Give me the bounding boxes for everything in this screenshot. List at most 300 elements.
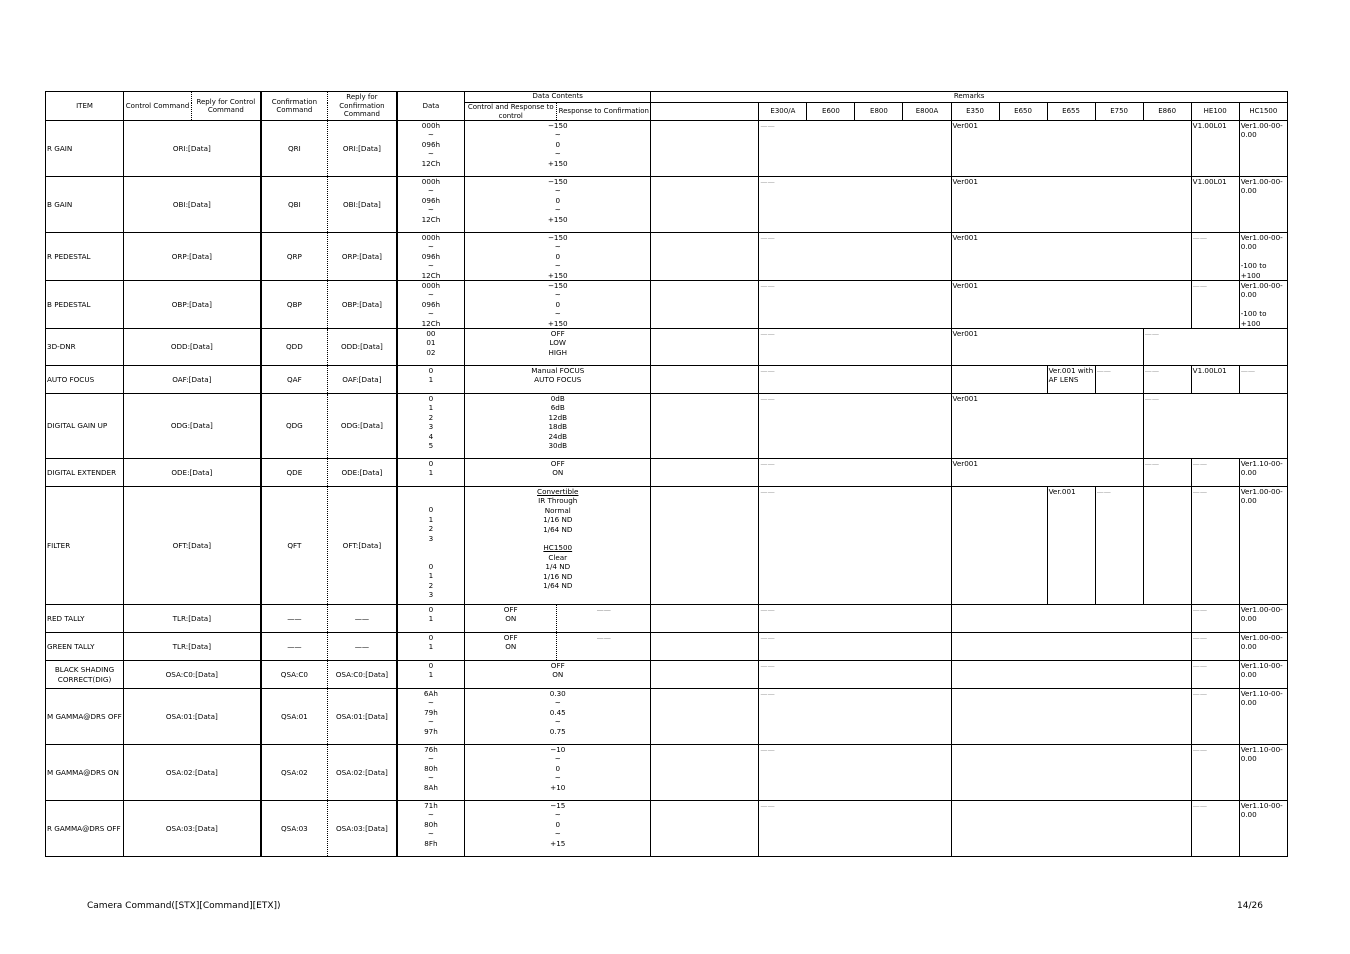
row-data	[397, 394, 465, 459]
row-reply-confirmation: ODE:[Data]	[328, 459, 397, 487]
row-contents	[465, 329, 651, 366]
header-model-e300: E300/A	[759, 103, 807, 121]
contents-value: −150	[547, 177, 568, 186]
command-table	[45, 91, 1288, 857]
contents-value: Manual FOCUS	[531, 366, 585, 376]
row-data	[397, 366, 465, 394]
row-blank	[651, 745, 759, 801]
row-control-command: ODD:[Data]	[124, 329, 261, 366]
header-model-e750: E750	[1095, 103, 1143, 121]
row-blank	[651, 459, 759, 487]
remark-e350: Ver001	[951, 233, 1191, 281]
row-confirmation-command: QBP	[261, 281, 328, 329]
contents-value: −150	[547, 121, 568, 130]
data-value: 12Ch	[421, 318, 441, 328]
data-value: 79h	[424, 707, 438, 717]
contents-value: ~	[554, 309, 561, 319]
contents-value: ~	[554, 773, 561, 783]
header-model-e600: E600	[807, 103, 855, 121]
remark-e860	[1143, 487, 1191, 605]
contents-value: ~	[554, 754, 561, 764]
remark-e300: ——	[759, 366, 951, 394]
remark-e350	[951, 661, 1191, 689]
row-blank	[651, 661, 759, 689]
data-value: ~	[427, 149, 434, 159]
row-item: BLACK SHADING CORRECT(DIG)	[46, 661, 124, 689]
remark-hc1500: ——	[1239, 366, 1287, 394]
row-blank	[651, 689, 759, 745]
data-value: ~	[427, 810, 434, 820]
contents-value: AUTO FOCUS	[534, 375, 582, 385]
header-model-e800a: E800A	[903, 103, 951, 121]
remark-he100: ——	[1191, 605, 1239, 633]
row-confirmation-command: QDD	[261, 329, 328, 366]
data-value: 0	[428, 366, 434, 376]
data-value: 0	[428, 561, 434, 571]
contents-value: 24dB	[548, 431, 568, 441]
contents-value: +150	[547, 158, 568, 168]
table-row	[46, 661, 1288, 689]
table-row	[46, 689, 1288, 745]
remark-hc1500: Ver1.10-00-0.00	[1239, 745, 1287, 801]
contents-value: 0	[555, 819, 561, 829]
table-row	[46, 801, 1288, 857]
row-confirmation-command: QFT	[261, 487, 328, 605]
row-control-command: ODG:[Data]	[124, 394, 261, 459]
header-control-command: Control Command	[124, 92, 192, 121]
remark-e860: ——	[1143, 366, 1191, 394]
row-item: R PEDESTAL	[46, 233, 124, 281]
row-blank	[651, 487, 759, 605]
remark-e350	[951, 633, 1191, 661]
data-value: ~	[427, 773, 434, 783]
table-row	[46, 121, 1288, 177]
data-value: ~	[427, 290, 434, 300]
remark-hc1500: Ver1.00-00-0.00	[1239, 633, 1287, 661]
row-control-command: OAF:[Data]	[124, 366, 261, 394]
data-value: 2	[428, 580, 434, 590]
contents-value: ~	[554, 698, 561, 708]
row-reply-confirmation: OSA:02:[Data]	[328, 745, 397, 801]
header-model-e860: E860	[1143, 103, 1191, 121]
data-value: 12Ch	[421, 158, 441, 168]
contents-value: OFF	[550, 329, 565, 339]
row-blank	[651, 281, 759, 329]
remark-hc1500: Ver1.10-00-0.00	[1239, 661, 1287, 689]
contents-value: 0dB	[550, 394, 565, 404]
row-contents	[465, 394, 651, 459]
contents-value: 1/64 ND	[543, 580, 573, 590]
data-value: ~	[427, 717, 434, 727]
contents-value: +150	[547, 270, 568, 280]
contents-value: ON	[552, 670, 564, 680]
row-contents	[465, 633, 557, 661]
remark-e350: Ver001	[951, 459, 1143, 487]
data-value	[399, 496, 464, 505]
row-blank	[651, 233, 759, 281]
contents-value: HC1500	[543, 543, 573, 553]
contents-value: 1/16 ND	[543, 571, 573, 581]
row-data	[397, 689, 465, 745]
data-value: 71h	[424, 801, 438, 811]
row-confirmation-command: QSA:C0	[261, 661, 328, 689]
contents-value: OFF	[550, 459, 565, 469]
row-data	[397, 459, 465, 487]
contents-value: −15	[550, 801, 566, 811]
remark-e350: Ver001	[951, 281, 1191, 329]
contents-value: HIGH	[548, 347, 567, 357]
page-number: 14/26	[1237, 901, 1263, 911]
table-row	[46, 394, 1288, 459]
contents-value: ~	[554, 130, 561, 140]
remark-e300: ——	[759, 633, 951, 661]
row-control-command: TLR:[Data]	[124, 605, 261, 633]
remark-e300: ——	[759, 233, 951, 281]
remark-hc1500: Ver1.10-00-0.00	[1239, 689, 1287, 745]
contents-value: Convertible	[537, 487, 579, 497]
row-control-command: OFT:[Data]	[124, 487, 261, 605]
data-value: 000h	[421, 233, 441, 242]
row-confirmation-command: QAF	[261, 366, 328, 394]
row-data	[397, 605, 465, 633]
data-value: ~	[427, 205, 434, 215]
row-reply-confirmation: ODD:[Data]	[328, 329, 397, 366]
remark-hc1500: Ver1.00-00-0.00 -100 to +100	[1239, 281, 1287, 329]
data-value: 80h	[424, 763, 438, 773]
row-item: GREEN TALLY	[46, 633, 124, 661]
remark-e350: Ver001	[951, 394, 1143, 459]
row-data	[397, 121, 465, 177]
data-value: 0	[428, 661, 434, 671]
data-value: ~	[427, 261, 434, 271]
remark-e300: ——	[759, 605, 951, 633]
table-row	[46, 487, 1288, 605]
header-model-e800: E800	[855, 103, 903, 121]
remark-e860: ——	[1143, 394, 1287, 459]
data-value: 0	[428, 459, 434, 469]
row-reply-confirmation: OBI:[Data]	[328, 177, 397, 233]
remark-e350	[951, 745, 1191, 801]
contents-value: ~	[554, 205, 561, 215]
row-contents	[465, 177, 651, 233]
data-value: 76h	[424, 745, 438, 755]
contents-value: 0.45	[549, 707, 566, 717]
remark-he100: ——	[1191, 689, 1239, 745]
contents-value: OFF	[503, 605, 518, 615]
row-response-confirmation: ——	[557, 633, 651, 661]
table-row	[46, 459, 1288, 487]
table-row	[46, 329, 1288, 366]
row-confirmation-command: ——	[261, 633, 328, 661]
data-value: 096h	[421, 139, 441, 149]
data-value: 3	[428, 422, 434, 432]
table-row	[46, 745, 1288, 801]
contents-value: ON	[505, 642, 517, 652]
table-row	[46, 605, 1288, 633]
row-item: R GAMMA@DRS OFF	[46, 801, 124, 857]
data-value: 0	[428, 605, 434, 615]
remark-he100: ——	[1191, 661, 1239, 689]
data-value: 3	[428, 533, 434, 543]
data-value: 02	[426, 347, 436, 357]
row-item: 3D-DNR	[46, 329, 124, 366]
row-control-command: TLR:[Data]	[124, 633, 261, 661]
row-blank	[651, 394, 759, 459]
data-value: 8Ah	[423, 782, 438, 792]
row-confirmation-command: QRI	[261, 121, 328, 177]
contents-value: +150	[547, 318, 568, 328]
row-control-command: OSA:C0:[Data]	[124, 661, 261, 689]
contents-value: ~	[554, 290, 561, 300]
data-value: 8Fh	[424, 838, 438, 848]
row-confirmation-command: QSA:02	[261, 745, 328, 801]
data-value: 1	[428, 514, 434, 524]
contents-value: 12dB	[548, 412, 568, 422]
remark-e655: Ver.001	[1047, 487, 1095, 605]
remark-e300: ——	[759, 661, 951, 689]
contents-value: 6dB	[550, 403, 565, 413]
row-control-command: OBP:[Data]	[124, 281, 261, 329]
contents-value: 0	[555, 251, 561, 261]
row-data	[397, 177, 465, 233]
contents-value: 30dB	[548, 441, 568, 451]
contents-value: ~	[554, 810, 561, 820]
remark-e860: ——	[1143, 329, 1287, 366]
data-value: ~	[427, 309, 434, 319]
row-item: RED TALLY	[46, 605, 124, 633]
row-item: B PEDESTAL	[46, 281, 124, 329]
data-value: 2	[428, 412, 434, 422]
data-value: ~	[427, 186, 434, 196]
contents-value: 1/64 ND	[543, 524, 573, 534]
row-data	[397, 661, 465, 689]
remark-e350: Ver001	[951, 121, 1191, 177]
data-value: 1	[428, 375, 434, 385]
data-value: 0	[428, 633, 434, 643]
remark-he100: ——	[1191, 459, 1239, 487]
remark-e750: ——	[1095, 366, 1143, 394]
contents-value: +15	[550, 838, 566, 848]
row-confirmation-command: QSA:03	[261, 801, 328, 857]
row-control-command: ORP:[Data]	[124, 233, 261, 281]
contents-value: −150	[547, 233, 568, 242]
data-value: ~	[427, 754, 434, 764]
row-contents	[465, 233, 651, 281]
row-confirmation-command: ——	[261, 605, 328, 633]
data-value: 00	[426, 329, 436, 339]
header-reply-confirmation: Reply for Confirmation Command	[328, 92, 397, 121]
row-reply-confirmation: OSA:01:[Data]	[328, 689, 397, 745]
contents-value: ~	[554, 186, 561, 196]
data-value: ~	[427, 242, 434, 252]
data-value: 1	[428, 403, 434, 413]
row-blank	[651, 329, 759, 366]
row-item: B GAIN	[46, 177, 124, 233]
contents-value: OFF	[550, 661, 565, 671]
row-contents	[465, 281, 651, 329]
row-reply-confirmation: ORP:[Data]	[328, 233, 397, 281]
row-contents	[465, 366, 651, 394]
data-value: 1	[428, 670, 434, 680]
row-data	[397, 801, 465, 857]
contents-value: Normal	[544, 505, 571, 515]
contents-value: 0	[555, 139, 561, 149]
row-confirmation-command: QBI	[261, 177, 328, 233]
row-reply-confirmation: ODG:[Data]	[328, 394, 397, 459]
header-model-e650: E650	[999, 103, 1047, 121]
contents-value: ON	[505, 614, 517, 624]
contents-value: ~	[554, 261, 561, 271]
remark-e350	[951, 487, 1047, 605]
data-value: 000h	[421, 281, 441, 291]
row-reply-confirmation: OFT:[Data]	[328, 487, 397, 605]
contents-value: 1/4 ND	[545, 562, 571, 572]
row-item: FILTER	[46, 487, 124, 605]
row-item: M GAMMA@DRS OFF	[46, 689, 124, 745]
contents-value: IR Through	[538, 496, 578, 506]
header-item: ITEM	[46, 92, 124, 121]
contents-value: ~	[554, 149, 561, 159]
remark-e750: ——	[1095, 487, 1143, 605]
row-blank	[651, 121, 759, 177]
table-row	[46, 177, 1288, 233]
data-value: 6Ah	[423, 689, 438, 699]
remark-he100: ——	[1191, 745, 1239, 801]
remark-e350: Ver001	[951, 177, 1191, 233]
remark-he100: ——	[1191, 801, 1239, 857]
contents-value: 0.75	[549, 726, 566, 736]
row-reply-confirmation: ——	[328, 605, 397, 633]
remark-e300: ——	[759, 394, 951, 459]
row-control-command: OSA:02:[Data]	[124, 745, 261, 801]
header-data: Data	[397, 92, 465, 121]
header-model-hc1500: HC1500	[1239, 103, 1287, 121]
remark-he100: ——	[1191, 281, 1239, 329]
row-control-command: OSA:03:[Data]	[124, 801, 261, 857]
row-item: M GAMMA@DRS ON	[46, 745, 124, 801]
row-data	[397, 633, 465, 661]
contents-value: ON	[552, 468, 564, 478]
data-value: 1	[428, 571, 434, 581]
remark-e300: ——	[759, 487, 951, 605]
data-value: 000h	[421, 121, 441, 130]
table-row	[46, 233, 1288, 281]
contents-value: +150	[547, 214, 568, 224]
remark-e300: ——	[759, 281, 951, 329]
data-value: 2	[428, 524, 434, 534]
row-blank	[651, 633, 759, 661]
row-item: AUTO FOCUS	[46, 366, 124, 394]
remark-e300: ——	[759, 329, 951, 366]
data-value: 5	[428, 441, 434, 451]
data-value: 12Ch	[421, 270, 441, 280]
row-contents	[465, 661, 651, 689]
row-reply-confirmation: ——	[328, 633, 397, 661]
row-contents	[465, 487, 651, 605]
contents-value: 18dB	[548, 422, 568, 432]
row-confirmation-command: QDE	[261, 459, 328, 487]
remark-he100: V1.00L01	[1191, 366, 1239, 394]
header-response-confirmation: Response to Confirmation	[557, 103, 651, 121]
data-value: 096h	[421, 299, 441, 309]
header-model-he100: HE100	[1191, 103, 1239, 121]
contents-value: ~	[554, 717, 561, 727]
remark-e350: Ver001	[951, 329, 1143, 366]
remark-he100: V1.00L01	[1191, 177, 1239, 233]
row-contents	[465, 745, 651, 801]
contents-value: 0	[555, 195, 561, 205]
contents-value: OFF	[503, 633, 518, 643]
header-reply-control: Reply for Control Command	[192, 92, 261, 121]
row-response-confirmation: ——	[557, 605, 651, 633]
row-contents	[465, 121, 651, 177]
remark-hc1500: Ver1.00-00-0.00 -100 to +100	[1239, 233, 1287, 281]
header-confirmation-command: Confirmation Command	[261, 92, 328, 121]
row-contents	[465, 605, 557, 633]
header-control-response: Control and Response to control	[465, 103, 557, 121]
remark-e300: ——	[759, 459, 951, 487]
data-value: 0	[428, 394, 434, 404]
row-item: R GAIN	[46, 121, 124, 177]
row-data	[397, 329, 465, 366]
row-data	[397, 745, 465, 801]
remark-hc1500: Ver1.00-00-0.00	[1239, 177, 1287, 233]
row-confirmation-command: QDG	[261, 394, 328, 459]
row-confirmation-command: QRP	[261, 233, 328, 281]
header-model-e350: E350	[951, 103, 999, 121]
remark-e300: ——	[759, 689, 951, 745]
row-control-command: ORI:[Data]	[124, 121, 261, 177]
data-value: 0	[428, 505, 434, 515]
remark-hc1500: Ver1.10-00-0.00	[1239, 801, 1287, 857]
remark-he100: ——	[1191, 633, 1239, 661]
contents-value: 1/16 ND	[543, 515, 573, 525]
remark-he100: V1.00L01	[1191, 121, 1239, 177]
contents-value	[466, 534, 649, 543]
data-value: 4	[428, 431, 434, 441]
contents-value: LOW	[549, 338, 567, 348]
data-value: 01	[426, 338, 436, 348]
row-control-command: OBI:[Data]	[124, 177, 261, 233]
row-blank	[651, 366, 759, 394]
row-reply-confirmation: OAF:[Data]	[328, 366, 397, 394]
remark-he100: ——	[1191, 233, 1239, 281]
remark-hc1500: Ver1.00-00-0.00	[1239, 605, 1287, 633]
row-control-command: ODE:[Data]	[124, 459, 261, 487]
contents-value: ~	[554, 242, 561, 252]
remark-e300: ——	[759, 177, 951, 233]
header-blank	[651, 103, 759, 121]
footer-title: Camera Command([STX][Command][ETX])	[87, 901, 281, 911]
data-value: ~	[427, 829, 434, 839]
row-contents	[465, 801, 651, 857]
row-reply-confirmation: OBP:[Data]	[328, 281, 397, 329]
row-data	[397, 233, 465, 281]
data-value: 1	[428, 468, 434, 478]
row-reply-confirmation: OSA:03:[Data]	[328, 801, 397, 857]
contents-value: Clear	[548, 552, 568, 562]
contents-value: 0.30	[549, 689, 566, 699]
data-value: 97h	[424, 726, 438, 736]
data-value	[399, 552, 464, 561]
remark-e300: ——	[759, 745, 951, 801]
row-blank	[651, 801, 759, 857]
remark-e350	[951, 605, 1191, 633]
remark-hc1500: Ver1.00-00-0.00	[1239, 121, 1287, 177]
data-value: 80h	[424, 819, 438, 829]
row-item: DIGITAL GAIN UP	[46, 394, 124, 459]
remark-e350	[951, 801, 1191, 857]
